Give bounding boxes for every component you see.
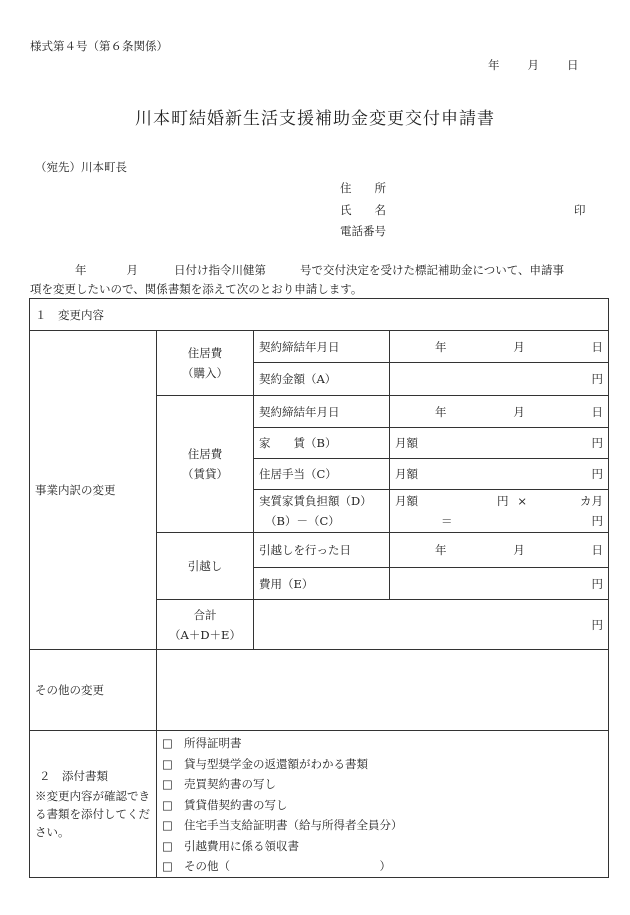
attachment-item[interactable]: □ 貸与型奨学金の返還額がわかる書類	[162, 754, 603, 775]
intro-year: 年	[75, 263, 87, 277]
allowance-field[interactable]: 月額 円	[390, 459, 609, 490]
moving-cost-field[interactable]: 円	[390, 568, 609, 600]
attachments-heading: ２ 添付書類	[39, 768, 108, 783]
application-table	[29, 298, 609, 878]
moving-date-label: 引越しを行った日	[254, 533, 390, 568]
actual-burden-field[interactable]: 月額 円 × カ月 ＝ 円	[390, 490, 609, 533]
attachment-item[interactable]: □ 売買契約書の写し	[162, 774, 603, 795]
contract-amount-field[interactable]: 円	[390, 363, 609, 396]
intro-month: 月	[126, 263, 138, 277]
allowance-label: 住居手当（C）	[254, 459, 390, 490]
moving-label: 引越し	[157, 533, 254, 600]
housing-rent-label: 住居費 （賃貸）	[157, 396, 254, 533]
checkbox-icon[interactable]: □	[162, 736, 173, 750]
purchase-contract-date-field[interactable]: 年 月 日	[390, 331, 609, 363]
intro-line-1	[75, 262, 564, 278]
checkbox-icon[interactable]: □	[162, 777, 173, 791]
attachment-item[interactable]: □ 引越費用に係る領収書	[162, 836, 603, 857]
purchase-contract-date-label: 契約締結年月日	[254, 331, 390, 363]
rent-contract-date-field[interactable]: 年 月 日	[390, 396, 609, 428]
date-line	[488, 57, 579, 73]
seal-mark: 印	[574, 203, 586, 217]
attachments-note: ※変更内容が確認できる書類を添付してください。	[35, 788, 150, 839]
intro-line-2: 項を変更したいので、関係書類を添えて次のとおり申請します。	[30, 282, 363, 296]
attachment-item[interactable]: □ 賃貸借契約書の写し	[162, 795, 603, 816]
total-field[interactable]: 円	[254, 600, 609, 650]
date-day: 日	[567, 58, 579, 72]
intro-after: 号で交付決定を受けた標記補助金について、申請事	[300, 263, 565, 277]
checkbox-icon[interactable]: □	[162, 797, 173, 812]
address-label: 住 所	[340, 181, 386, 195]
rent-label: 家 賃（B）	[254, 428, 390, 459]
checkbox-icon[interactable]: □	[162, 859, 173, 873]
rent-field[interactable]: 月額 円	[390, 428, 609, 459]
name-label: 氏 名	[340, 203, 386, 217]
actual-burden-label: 実質家賃負担額（D） （B）－（C）	[254, 490, 390, 533]
checkbox-icon[interactable]: □	[162, 818, 173, 832]
date-year: 年	[488, 58, 500, 72]
other-change-label: その他の変更	[30, 650, 157, 731]
checkbox-icon[interactable]: □	[162, 756, 173, 771]
moving-cost-label: 費用（E）	[254, 568, 390, 600]
intro-mid: 日付け指令川健第	[174, 263, 266, 277]
form-number: 様式第４号（第６条関係）	[30, 39, 168, 53]
breakdown-change-label: 事業内訳の変更	[30, 331, 157, 650]
attachment-item[interactable]: □ その他（ ）	[162, 856, 603, 877]
attachments-list	[157, 731, 609, 878]
document-title: 川本町結婚新生活支援補助金変更交付申請書	[135, 109, 495, 129]
attachment-item[interactable]: □ 所得証明書	[162, 733, 603, 754]
other-change-field[interactable]	[157, 650, 609, 731]
attachments-cell	[30, 731, 157, 878]
housing-purchase-label: 住居費 （購入）	[157, 331, 254, 396]
date-month: 月	[527, 58, 539, 72]
moving-date-field[interactable]: 年 月 日	[390, 533, 609, 568]
phone-label: 電話番号	[340, 224, 386, 238]
rent-contract-date-label: 契約締結年月日	[254, 396, 390, 428]
attachment-item[interactable]: □ 住宅手当支給証明書（給与所得者全員分）	[162, 815, 603, 836]
checkbox-icon[interactable]: □	[162, 838, 173, 853]
addressee: （宛先）川本町長	[35, 160, 127, 174]
total-label: 合計 （A＋D＋E）	[157, 600, 254, 650]
contract-amount-label: 契約金額（A）	[254, 363, 390, 396]
section1-heading: １ 変更内容	[30, 299, 609, 331]
